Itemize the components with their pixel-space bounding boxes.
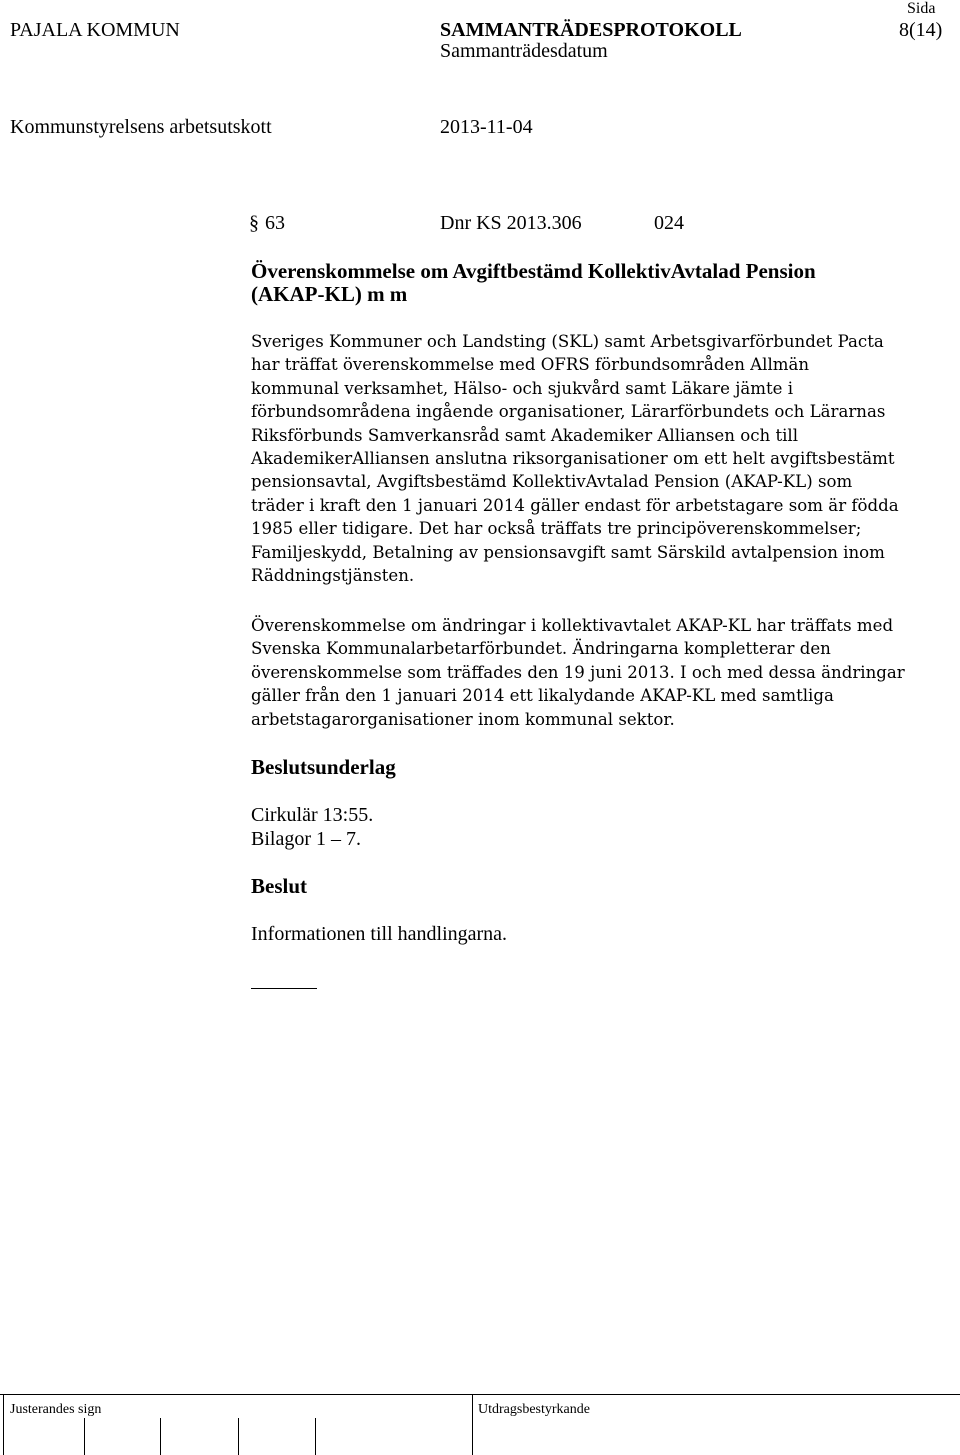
basis-heading: Beslutsunderlag [251,755,396,779]
paragraph-line: kommunal verksamhet, Hälso- och sjukvård samt Läkare jämte i [251,378,794,398]
paragraph-line: Räddningstjänsten. [251,566,415,586]
paragraph-line: Överenskommelse om ändringar i kollektivavtalet AKAP-KL har träffats med [251,616,894,635]
extract-label: Utdragsbestyrkande [478,1402,590,1417]
paragraph-line: Sveriges Kommuner och Landsting (SKL) samt Arbetsgivarförbundet Pacta [251,332,884,351]
section-number: 63 [265,212,285,234]
case-title-line: (AKAP-KL) m m [251,282,408,306]
basis-list [251,803,957,851]
signature-label: Justerandes sign [10,1402,102,1417]
body-paragraph-1 [251,330,957,587]
paragraph-line: pensionsavtal, Avgiftsbestämd KollektivAvtalad Pension (AKAP-KL) som [251,472,853,492]
paragraph-line: träder i kraft den 1 januari 2014 gäller endast för arbetstagare som är födda [251,495,899,515]
case-title [251,260,957,306]
paragraph-line: arbetstagarorganisationer inom kommunal sektor. [251,709,675,729]
footer-divider [472,1394,473,1455]
case-title-line: Överenskommelse om Avgiftbestämd KollektivAvtalad Pension [251,259,816,283]
paragraph-line: gäller från den 1 januari 2014 ett likalydande AKAP-KL med samtliga [251,686,834,706]
closing-rule [251,988,317,989]
page-number: 8(14) [899,19,943,41]
meeting-date-label: Sammanträdesdatum [440,40,608,62]
paragraph-line: Riksförbunds Samverkansråd samt Akademiker Alliansen och till [251,425,799,445]
footer-top-rule [0,1394,960,1395]
signature-box-divider [160,1418,161,1455]
paragraph-line: Svenska Kommunalarbetarförbundet. Ändringarna kompletterar den [251,639,831,659]
paragraph-line: 1985 eller tidigare. Det har också träffats tre principöverenskommelser; [251,519,862,539]
basis-item: Bilagor 1 – 7. [251,828,361,850]
paragraph-line: överenskommelse som träffades den 19 juni 2013. I och med dessa ändringar [251,662,905,682]
footer-divider [3,1394,4,1455]
paragraph-line: har träffat överenskommelse med OFRS förbundsområden Allmän [251,355,810,375]
committee-name: Kommunstyrelsens arbetsutskott [10,116,272,138]
case-code: 024 [654,212,684,234]
decision-text: Informationen till handlingarna. [251,923,508,945]
paragraph-line: AkademikerAlliansen anslutna riksorganisationer om ett helt avgiftsbestämt [251,449,895,469]
case-dnr: Dnr KS 2013.306 [440,212,582,234]
paragraph-line: förbundsområdena ingående organisationer, Lärarförbundets och Lärarnas [251,402,886,422]
basis-item: Cirkulär 13:55. [251,804,374,826]
document-type: SAMMANTRÄDESPROTOKOLL [440,19,742,41]
signature-box-divider [315,1418,316,1455]
org-name: PAJALA KOMMUN [10,19,180,41]
meeting-date: 2013-11-04 [440,116,533,138]
body-paragraph-2 [251,614,957,731]
decision-heading: Beslut [251,874,308,898]
signature-box-divider [84,1418,85,1455]
signature-box-divider [238,1418,239,1455]
page-label: Sida [907,0,936,17]
paragraph-line: Familjeskydd, Betalning av pensionsavgift samt Särskild avtalpension inom [251,542,885,562]
section-symbol: § [249,212,259,234]
